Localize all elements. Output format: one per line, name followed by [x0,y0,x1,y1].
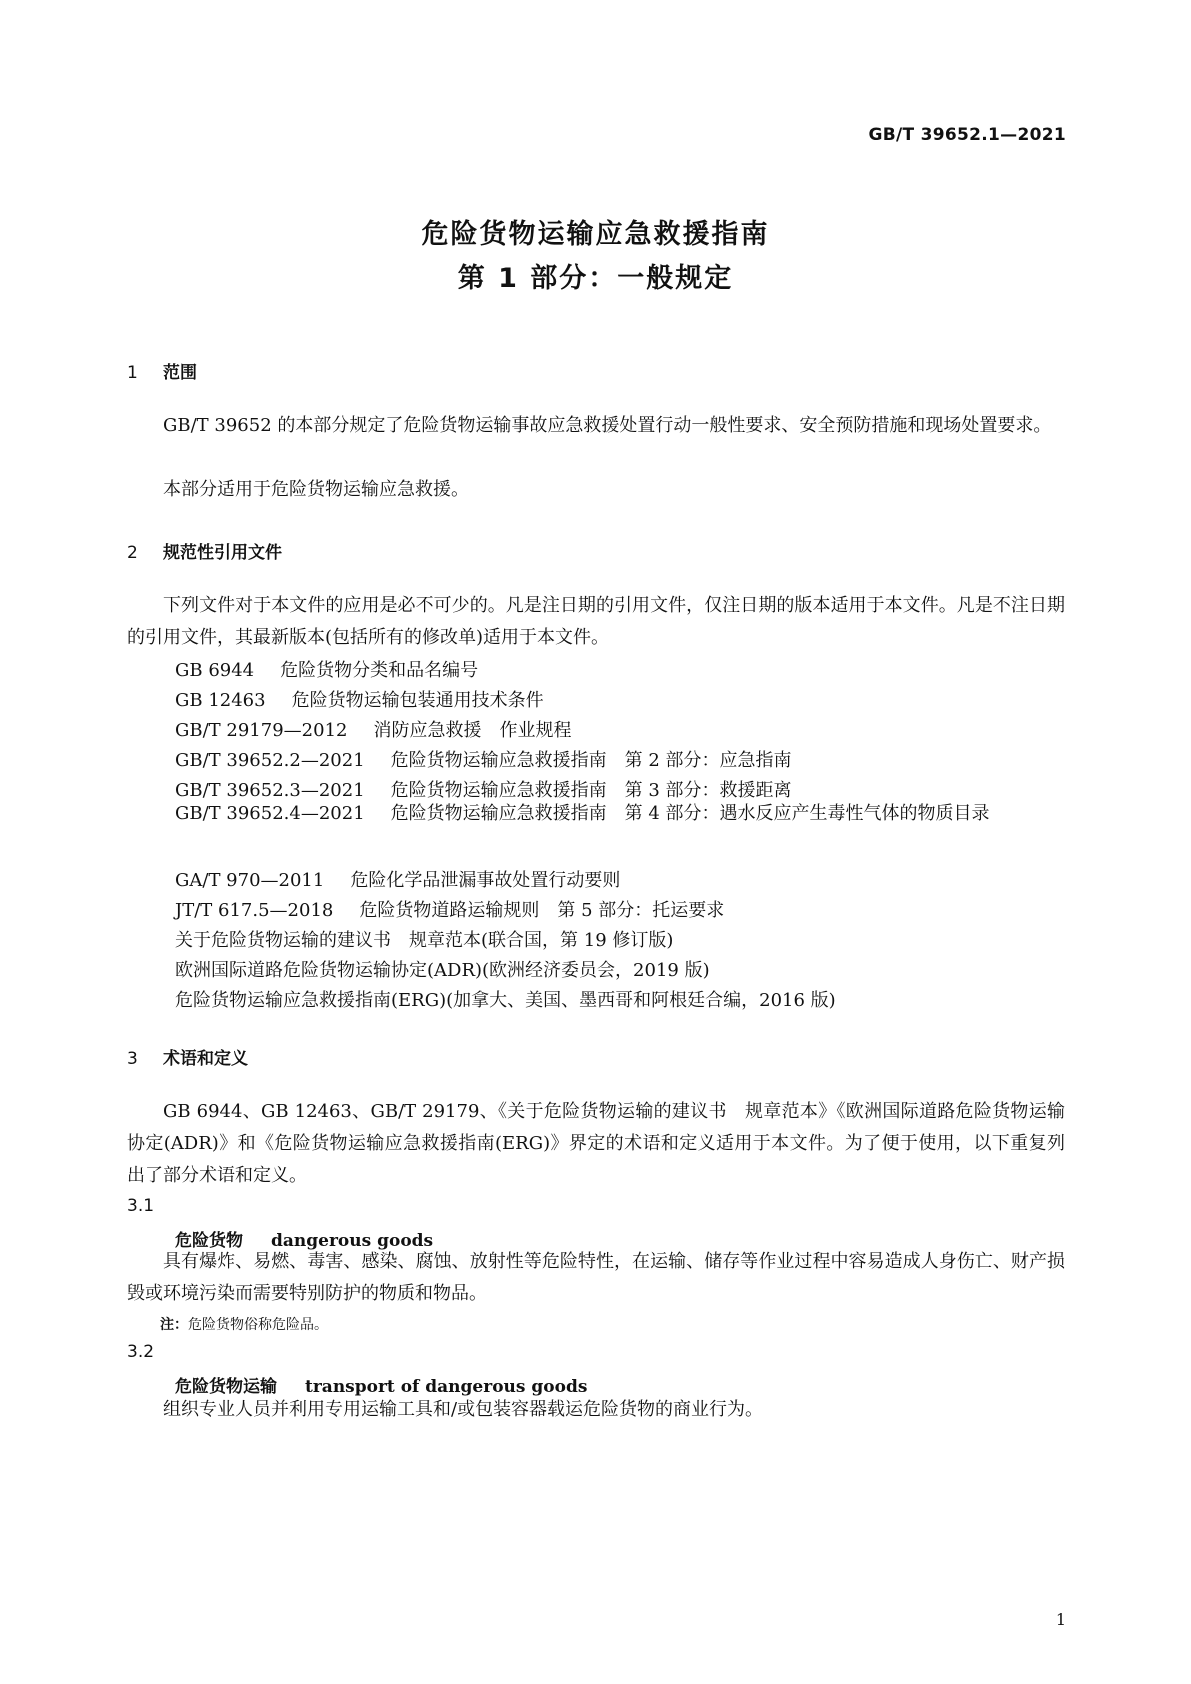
reference-title: 关于危险货物运输的建议书 规章范本(联合国，第 19 修订版) [175,930,674,951]
section-2-heading [127,538,282,563]
reference-title: 危险货物道路运输规则 第 5 部分：托运要求 [359,900,725,921]
term-en: transport of dangerous goods [305,1377,588,1397]
reference-item [175,926,673,952]
document-title: 危险货物运输应急救援指南 [421,219,770,250]
section-1-paragraph: 本部分适用于危险货物运输应急救援。 [163,479,469,500]
reference-title: 危险货物运输包装通用技术条件 [291,690,544,711]
section-2-intro: 下列文件对于本文件的应用是必不可少的。凡是注日期的引用文件，仅注日期的版本适用于本文件。凡是不注日期的引用文件，其最新版本(包括所有的修改单)适用于本文件。 [127,595,1065,648]
standard-number: GB/T 39652.1—2021 [868,125,1066,145]
reference-item [175,686,544,712]
section-3-heading [127,1044,248,1069]
section-title: 范围 [163,363,197,383]
reference-item [175,746,792,772]
reference-title: 危险货物运输应急救援指南 第 4 部分：遇水反应产生毒性气体的物质目录 [390,803,990,824]
reference-title: 危险货物运输应急救援指南 第 3 部分：救援距离 [390,780,792,801]
section-number: 1 [127,363,138,383]
reference-title: 消防应急救援 作业规程 [373,720,572,741]
term-en: dangerous goods [271,1231,434,1251]
reference-code: JT/T 617.5—2018 [175,900,334,921]
reference-item [175,866,620,892]
section-title: 术语和定义 [163,1049,248,1069]
term-note [160,1314,328,1334]
reference-title: 危险化学品泄漏事故处置行动要则 [350,870,621,891]
section-1-heading [127,358,197,383]
reference-code: GB/T 29179—2012 [175,720,348,741]
section-number: 3 [127,1049,138,1069]
document-subtitle: 第 1 部分：一般规定 [457,263,734,294]
reference-item [175,716,571,742]
section-3-intro: GB 6944、GB 12463、GB/T 29179、《关于危险货物运输的建议书 规章范本》《欧洲国际道路危险货物运输协定(ADR)》和《危险货物运输应急救援指南(ERG)》界定的术语和定义适用于本文件。为了便于使用，以下重复列出了部分术语和定义。 [127,1101,1065,1186]
section-number: 2 [127,543,138,563]
reference-item [175,956,710,982]
term-number: 3.2 [127,1342,155,1362]
term-zh: 危险货物运输 [175,1377,277,1397]
reference-title: 危险货物分类和品名编号 [280,660,479,681]
reference-code: GB/T 39652.2—2021 [175,750,365,771]
term-number: 3.1 [127,1196,155,1216]
reference-title: 欧洲国际道路危险货物运输协定(ADR)(欧洲经济委员会，2019 版) [175,960,710,981]
term-definition: 组织专业人员并利用专用运输工具和/或包装容器载运危险货物的商业行为。 [163,1399,764,1420]
reference-code: GB 12463 [175,690,266,711]
term-zh: 危险货物 [175,1231,243,1251]
reference-code: GB/T 39652.3—2021 [175,780,365,801]
note-text: 危险货物俗称危险品。 [188,1317,328,1333]
section-1-paragraph: GB/T 39652 的本部分规定了危险货物运输事故应急救援处置行动一般性要求、安全预防措施和现场处置要求。 [163,415,1052,436]
reference-code: GA/T 970—2011 [175,870,325,891]
term-definition: 具有爆炸、易燃、毒害、感染、腐蚀、放射性等危险特性，在运输、储存等作业过程中容易造成人身伤亡、财产损毁或环境污染而需要特别防护的物质和物品。 [127,1251,1065,1304]
reference-code: GB/T 39652.4—2021 [175,803,365,824]
reference-item [127,798,1065,830]
reference-title: 危险货物运输应急救援指南 第 2 部分：应急指南 [390,750,792,771]
reference-item [175,656,478,682]
note-label: 注： [160,1317,188,1333]
reference-item [175,986,836,1012]
page-number: 1 [1055,1610,1066,1629]
reference-title: 危险货物运输应急救援指南(ERG)(加拿大、美国、墨西哥和阿根廷合编，2016 版) [175,990,836,1011]
reference-item [175,896,724,922]
section-title: 规范性引用文件 [163,543,282,563]
reference-code: GB 6944 [175,660,255,681]
